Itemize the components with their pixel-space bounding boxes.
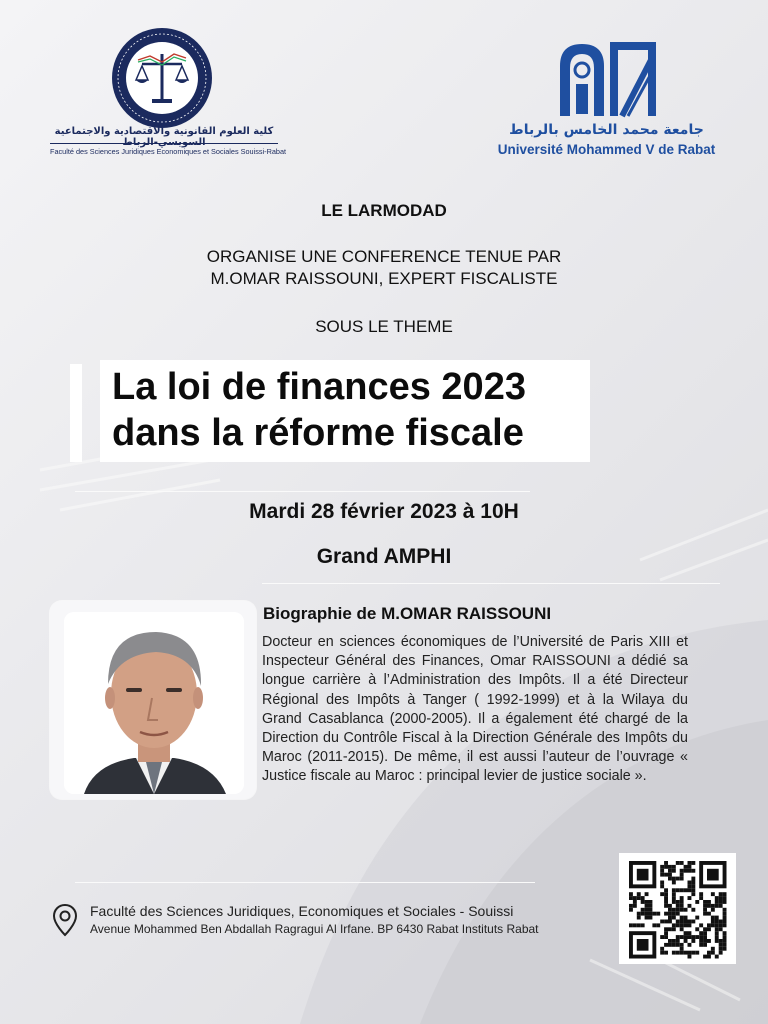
announcement-line-2: M.OMAR RAISSOUNI, EXPERT FISCALISTE — [210, 269, 558, 288]
biography-heading: Biographie de M.OMAR RAISSOUNI — [263, 604, 552, 623]
faculty-french-name: Faculté des Sciences Juridiques Economiques et Sociales Souissi-Rabat — [50, 147, 287, 156]
qr-code-pattern — [619, 853, 736, 964]
faculty-logo-rule — [50, 143, 278, 144]
organizer-name: LE LARMODAD — [321, 201, 447, 220]
announcement — [0, 246, 768, 290]
university-french-name: Université Mohammed V de Rabat — [497, 142, 716, 157]
theme-label: SOUS LE THEME — [315, 317, 453, 336]
title-line-1: La loi de finances 2023 — [112, 366, 526, 408]
title-line-2: dans la réforme fiscale — [112, 412, 524, 454]
university-arabic-name: جامعة محمد الخامس بالرباط — [509, 122, 704, 138]
date-divider — [75, 491, 530, 492]
event-date: Mardi 28 février 2023 à 10H — [249, 500, 519, 523]
address-line-2: Avenue Mohammed Ben Abdallah Ragragui Al Irfane. BP 6430 Rabat Instituts Rabat — [90, 922, 539, 936]
event-venue: Grand AMPHI — [316, 545, 452, 568]
speaker-portrait-drawing — [64, 612, 244, 794]
biography-text: Docteur en sciences économiques de l’Université de Paris XIII et Inspecteur Général des Finances, Omar RAISSOUNI a dédié sa longue carrière à l’Administration des Impôts. Il a été Directeur Régional des Impôts à Tanger ( 1992-1999) et à la Wilaya du Grand Casablanca (2000-2005). Il a également été chargé de la Direction du Contrôle Fiscal à la Direction Générale des Impôts du Maroc (2011-2015). De même, il est aussi l’auteur de l’ouvrage « Justice fiscale au Maroc : principal levier de justice sociale ». — [262, 634, 688, 785]
university-gate-icon — [552, 36, 662, 118]
bio-divider — [262, 583, 720, 584]
speaker-portrait — [64, 612, 244, 794]
university-logo — [484, 36, 729, 160]
announcement-line-1: ORGANISE UNE CONFERENCE TENUE PAR — [206, 247, 562, 266]
qr-code — [619, 853, 736, 964]
faculty-logo — [50, 26, 287, 162]
location-pin-icon — [52, 903, 78, 937]
title-box-notch — [560, 402, 632, 462]
footer-divider — [75, 882, 535, 883]
scales-of-justice-seal-icon — [110, 26, 214, 130]
faculty-arabic-name: كلية العلوم القانونية والاقتصادية والاجتماعية السويسي-الرباط — [54, 126, 274, 148]
conference-title — [112, 364, 526, 456]
title-accent-bar — [70, 364, 82, 462]
address-line-1: Faculté des Sciences Juridiques, Economiques et Sociales - Souissi — [90, 903, 514, 919]
